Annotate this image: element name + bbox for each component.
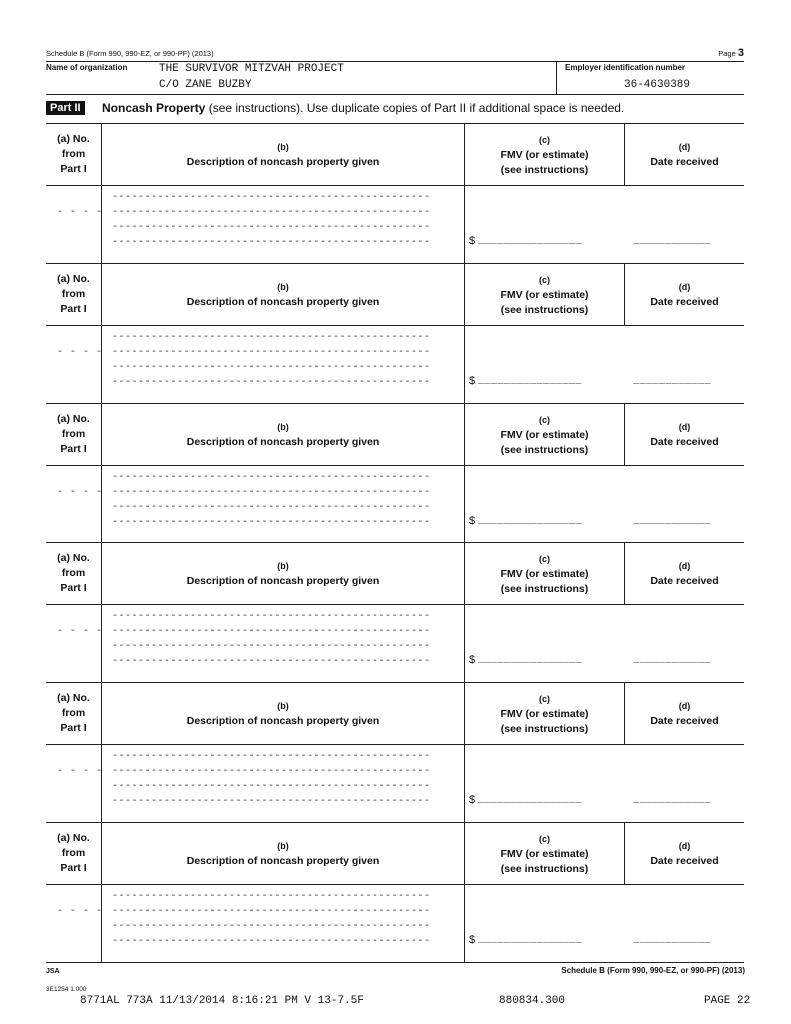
form-code: 3E1254 1.000: [46, 986, 87, 993]
org-name-label: Name of organization: [46, 63, 128, 72]
col-d-header: (d) Date received: [650, 701, 719, 727]
col-c-header: (c) FMV (or estimate) (see instructions): [500, 834, 589, 875]
org-name-line2: C/O ZANE BUZBY: [159, 79, 252, 91]
org-name-line1: THE SURVIVOR MITZVAH PROJECT: [159, 63, 344, 75]
col-b-header: (b) Description of noncash property given: [186, 701, 380, 727]
divider: [46, 542, 744, 543]
date-received-field[interactable]: ____________: [633, 376, 712, 387]
dollar-sign: $: [469, 794, 476, 806]
schedule-line: Schedule B (Form 990, 990-EZ, or 990-PF) (2013): [46, 49, 214, 58]
date-received-field[interactable]: ____________: [633, 655, 712, 666]
dollar-sign: $: [469, 375, 476, 387]
col-c-header: (c) FMV (or estimate) (see instructions): [500, 135, 589, 176]
entry-number-field[interactable]: - - - -: [57, 347, 103, 358]
fmv-field[interactable]: ________________: [478, 935, 583, 946]
col-a-header: (a) No. from Part I: [57, 273, 90, 315]
divider: [46, 185, 744, 186]
page-number: Page 3: [718, 47, 744, 59]
col-b-header: (b) Description of noncash property given: [186, 561, 380, 587]
date-received-field[interactable]: ____________: [633, 935, 712, 946]
dollar-sign: $: [469, 515, 476, 527]
divider: [46, 682, 744, 683]
col-c-header: (c) FMV (or estimate) (see instructions): [500, 694, 589, 735]
part-badge: Part II: [46, 101, 85, 115]
col-c-header: (c) FMV (or estimate) (see instructions): [500, 554, 589, 595]
col-a-header: (a) No. from Part I: [57, 133, 90, 175]
date-received-field[interactable]: ____________: [633, 236, 712, 247]
entry-number-field[interactable]: - - - -: [57, 487, 103, 498]
col-a-header: (a) No. from Part I: [57, 832, 90, 874]
dollar-sign: $: [469, 235, 476, 247]
divider: [46, 263, 744, 264]
fmv-field[interactable]: ________________: [478, 516, 583, 527]
schedule-header: [46, 49, 744, 58]
divider: [46, 822, 744, 823]
fmv-field[interactable]: ________________: [478, 376, 583, 387]
divider: [46, 744, 744, 745]
col-b-header: (b) Description of noncash property given: [186, 142, 380, 168]
col-d-header: (d) Date received: [650, 841, 719, 867]
divider: [46, 123, 744, 124]
col-d-header: (d) Date received: [650, 422, 719, 448]
dollar-sign: $: [469, 654, 476, 666]
col-b-header: (b) Description of noncash property given: [186, 841, 380, 867]
col-a-header: (a) No. from Part I: [57, 413, 90, 455]
divider: [46, 325, 744, 326]
col-a-header: (a) No. from Part I: [57, 692, 90, 734]
entry-number-field[interactable]: - - - -: [57, 626, 103, 637]
print-stamp: 8771AL 773A 11/13/2014 8:16:21 PM V 13-7.5F: [80, 995, 364, 1007]
divider: [46, 403, 744, 404]
entry-number-field[interactable]: - - - -: [57, 766, 103, 777]
page-stamp: PAGE 22: [704, 995, 751, 1007]
col-b-header: (b) Description of noncash property given: [186, 282, 380, 308]
part-title: Noncash Property (see instructions). Use duplicate copies of Part II if additional space is needed.: [102, 101, 625, 115]
divider: [556, 61, 557, 94]
entry-number-field[interactable]: - - - -: [57, 906, 103, 917]
col-d-header: (d) Date received: [650, 142, 719, 168]
col-a-header: (a) No. from Part I: [57, 552, 90, 594]
batch-number: 880834.300: [499, 995, 566, 1007]
entry-number-field[interactable]: - - - -: [57, 207, 103, 218]
col-c-header: (c) FMV (or estimate) (see instructions): [500, 415, 589, 456]
divider: [46, 962, 744, 963]
ein-value: 36-4630389: [624, 79, 691, 91]
fmv-field[interactable]: ________________: [478, 795, 583, 806]
divider: [46, 94, 744, 95]
date-received-field[interactable]: ____________: [633, 795, 712, 806]
divider: [46, 884, 744, 885]
date-received-field[interactable]: ____________: [633, 516, 712, 527]
col-d-header: (d) Date received: [650, 561, 719, 587]
form-reference: Schedule B (Form 990, 990-EZ, or 990-PF) (2013): [561, 966, 745, 975]
col-d-header: (d) Date received: [650, 282, 719, 308]
divider: [46, 604, 744, 605]
fmv-field[interactable]: ________________: [478, 655, 583, 666]
col-b-header: (b) Description of noncash property given: [186, 422, 380, 448]
ein-label: Employer identification number: [565, 63, 686, 72]
divider: [46, 465, 744, 466]
col-c-header: (c) FMV (or estimate) (see instructions): [500, 275, 589, 316]
fmv-field[interactable]: ________________: [478, 236, 583, 247]
jsa-label: JSA: [46, 968, 60, 975]
dollar-sign: $: [469, 934, 476, 946]
divider: [46, 61, 744, 62]
